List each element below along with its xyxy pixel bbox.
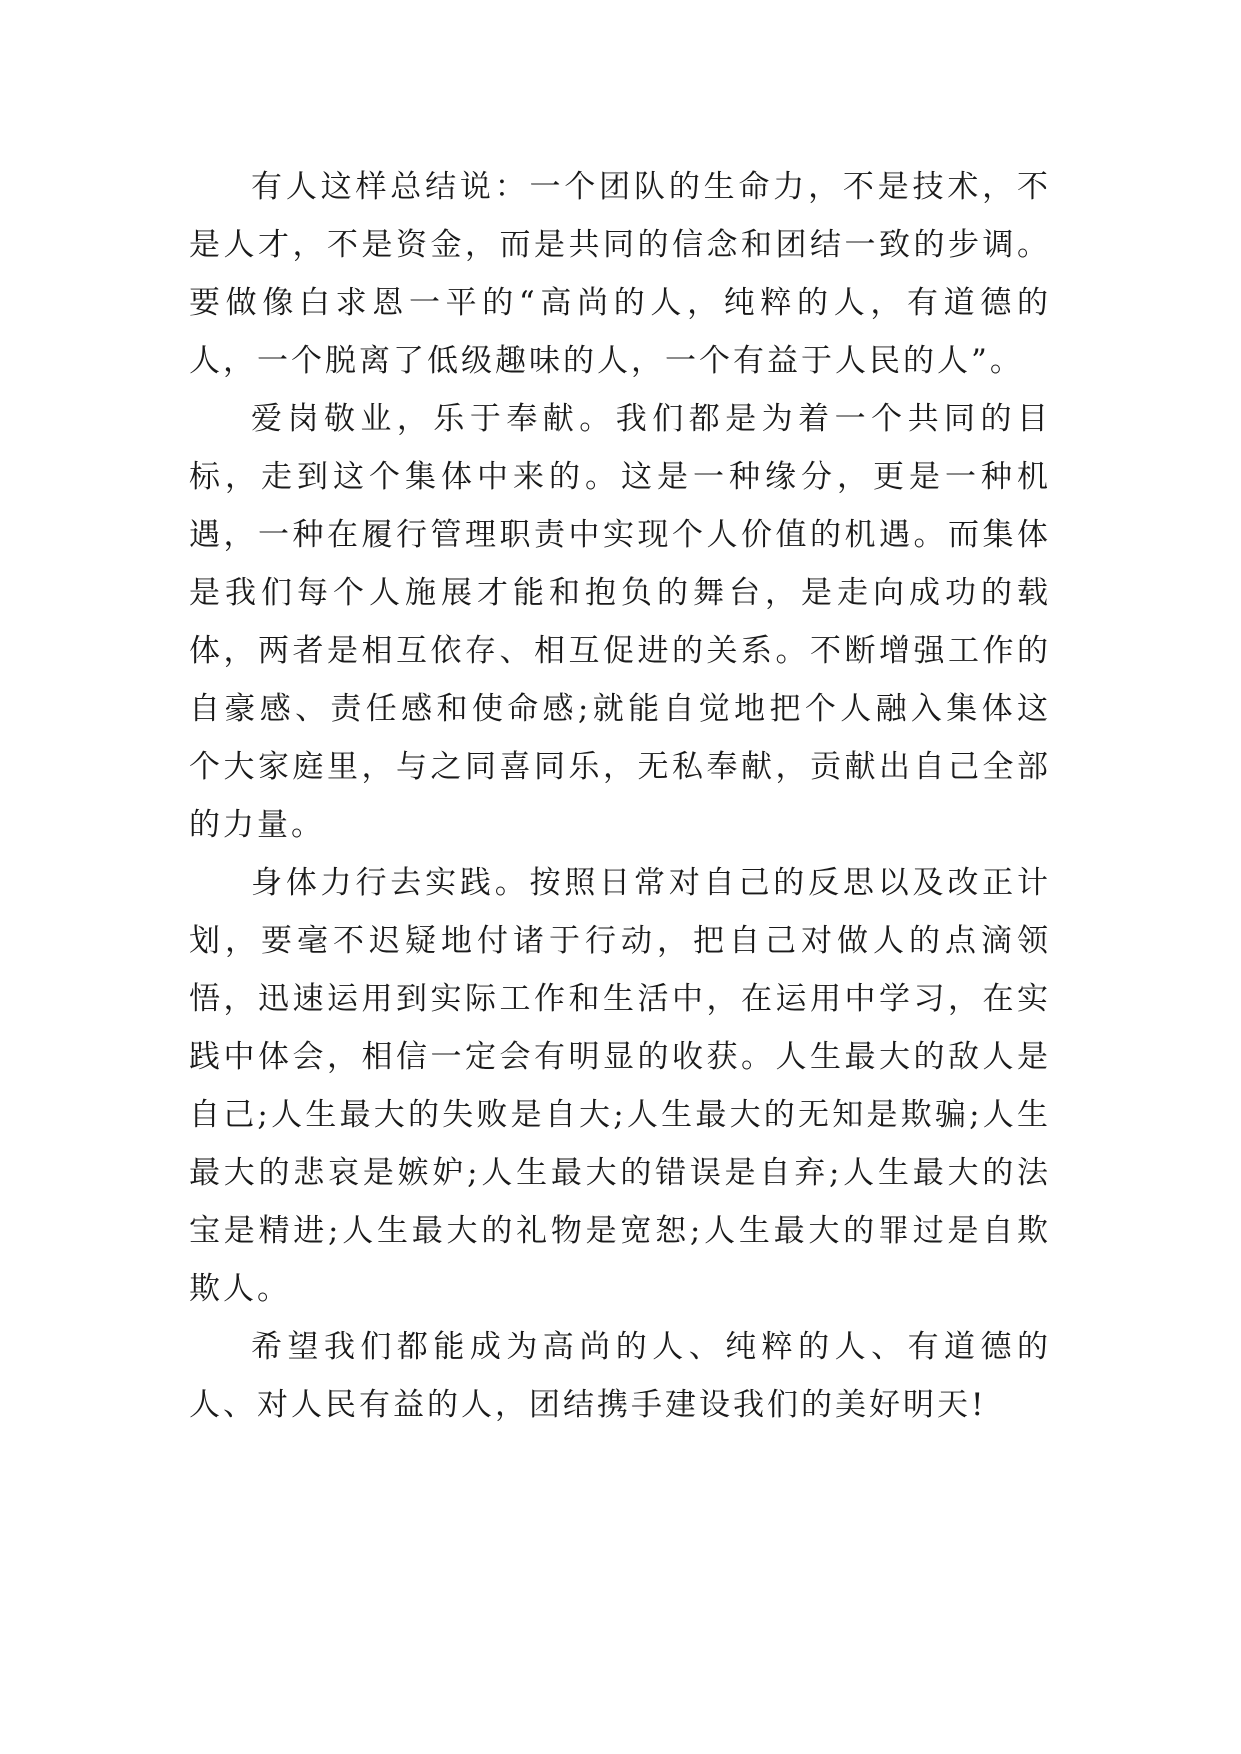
paragraph-4: 希望我们都能成为高尚的人、纯粹的人、有道德的人、对人民有益的人，团结携手建设我们的美好明天! [189, 1329, 1051, 1423]
paragraph-1: 有人这样总结说：一个团队的生命力，不是技术，不是人才，不是资金，而是共同的信念和团结一致的步调。要做像白求恩一平的“高尚的人，纯粹的人，有道德的人，一个脱离了低级趣味的人，一个有益于人民的人”。 [189, 169, 1051, 379]
document-body [189, 158, 1051, 1434]
paragraph-2: 爱岗敬业，乐于奉献。我们都是为着一个共同的目标，走到这个集体中来的。这是一种缘分，更是一种机遇，一种在履行管理职责中实现个人价值的机遇。而集体是我们每个人施展才能和抱负的舞台，是走向成功的载体，两者是相互依存、相互促进的关系。不断增强工作的自豪感、责任感和使命感;就能自觉地把个人融入集体这个大家庭里，与之同喜同乐，无私奉献，贡献出自己全部的力量。 [189, 401, 1051, 843]
paragraph-3: 身体力行去实践。按照日常对自己的反思以及改正计划，要毫不迟疑地付诸于行动，把自己对做人的点滴领悟，迅速运用到实际工作和生活中，在运用中学习，在实践中体会，相信一定会有明显的收获。人生最大的敌人是自己;人生最大的失败是自大;人生最大的无知是欺骗;人生最大的悲哀是嫉妒;人生最大的错误是自弃;人生最大的法宝是精进;人生最大的礼物是宽恕;人生最大的罪过是自欺欺人。 [189, 865, 1051, 1307]
